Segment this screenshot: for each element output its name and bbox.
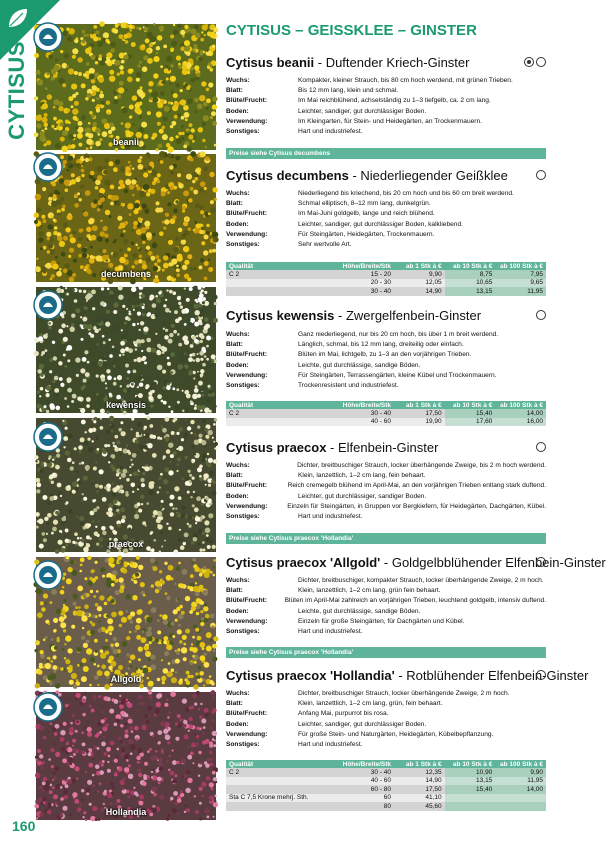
table-cell: [445, 794, 496, 803]
table-cell: 15,40: [445, 409, 496, 418]
price-table: [226, 262, 546, 296]
table-cell: [495, 794, 546, 803]
column-header: Qualität: [226, 401, 340, 409]
photo-hollandia: [36, 692, 216, 820]
table-cell: 8,75: [445, 270, 496, 279]
table-cell: C 2: [226, 409, 340, 418]
table-cell: 12,35: [394, 768, 445, 777]
table-row: [226, 785, 546, 794]
table-cell: 15,40: [445, 785, 496, 794]
table-row: [226, 768, 546, 777]
photo-caption: Allgold: [110, 674, 142, 684]
column-header: ab 10 Stk à €: [445, 262, 496, 270]
table-cell: 14,00: [495, 409, 546, 418]
column-header: ab 100 Stk à €: [495, 760, 546, 768]
photo-caption: praecox: [108, 539, 144, 549]
table-cell: C 2: [226, 270, 340, 279]
column-header: ab 100 Stk à €: [495, 262, 546, 270]
plant-title: Cytisus decumbens - Niederliegender Geißklee: [226, 168, 546, 183]
table-cell: [226, 802, 340, 811]
table-cell: Sta C 7,5 Krone mehrj. Sth.: [226, 794, 340, 803]
table-cell: 12,05: [394, 279, 445, 288]
quality-seal-icon: [33, 560, 63, 590]
table-cell: 17,50: [394, 409, 445, 418]
table-row: [226, 777, 546, 786]
table-cell: 9,90: [394, 270, 445, 279]
table-header-row: [226, 401, 546, 409]
table-cell: 40 - 60: [340, 418, 394, 427]
page-title: CYTISUS – GEISSKLEE – GINSTER: [226, 22, 477, 39]
column-header: Qualität: [226, 262, 340, 270]
table-cell: [226, 777, 340, 786]
table-cell: 30 - 40: [340, 287, 394, 296]
table-cell: 80: [340, 802, 394, 811]
photo-praecox: [36, 418, 216, 552]
table-cell: 40 - 60: [340, 777, 394, 786]
price-table: [226, 760, 546, 811]
plant-title: Cytisus praecox - Elfenbein-Ginster: [226, 440, 546, 455]
table-cell: 14,90: [394, 777, 445, 786]
table-cell: 13,15: [445, 287, 496, 296]
table-cell: 13,15: [445, 777, 496, 786]
table-header-row: [226, 760, 546, 768]
table-cell: 9,90: [495, 768, 546, 777]
plant-title: Cytisus praecox 'Allgold' - Goldgelbblühender Elfenbein-Ginster: [226, 555, 606, 570]
sun-icon: [536, 670, 546, 680]
photo-beanii: [36, 24, 216, 150]
table-cell: 7,95: [495, 270, 546, 279]
plant-properties: Wuchs: Kompakter, kleiner Strauch, bis 80 cm hoch werdend, mit grünen Trieben. Blatt: Bis 12 mm lang, klein und schmal. Blüte/Frucht: Im Mai reichblühend, achselständig zu 1–3 tiefgelb, ca. 2 cm lang. Boden: Leichter, sandiger, gut durchlässiger Boden. Verwendung: Im Kleingarten, für Stein- und Heidegärten, an Trockenmauern. Sonstiges: Hart und industriefest.: [226, 77, 513, 136]
quality-seal-icon: [33, 422, 63, 452]
table-cell: 9,65: [495, 279, 546, 288]
table-row: [226, 287, 546, 296]
table-cell: 16,00: [495, 418, 546, 427]
page-number: 160: [12, 818, 36, 834]
price-note: Preise siehe Cytisus praecox 'Hollandia': [226, 647, 546, 658]
table-cell: 17,60: [445, 418, 496, 427]
price-note: Preise siehe Cytisus decumbens: [226, 148, 546, 159]
plant-properties: Wuchs: Niederliegend bis kriechend, bis 20 cm hoch und bis 60 cm breit werdend. Blatt: Schmal elliptisch, 8–12 mm lang, dunkelgrün. Blüte/Frucht: Im Mai-Juni goldgelb, lange und reich blühend. Boden: Leichter, sandiger, gut durchlässiger Boden, kalkliebend. Verwendung: Für Steingärten, Heidegärten, Trockenmauern. Sonstiges: Sehr wertvolle Art.: [226, 190, 514, 249]
table-cell: [226, 279, 340, 288]
photo-caption: decumbens: [100, 269, 151, 279]
column-header: Höhe/Breite/Stk: [340, 401, 394, 409]
quality-seal-icon: [33, 290, 63, 320]
table-cell: C 2: [226, 768, 340, 777]
table-cell: [226, 785, 340, 794]
column-header: ab 100 Stk à €: [495, 401, 546, 409]
plant-title: Cytisus praecox 'Hollandia' - Rotblühender Elfenbein-Ginster: [226, 668, 589, 683]
plant-properties: Wuchs: Dichter, breitbuschiger Strauch, locker überhängende Zweige, bis 2 m hoch werdend. Blatt: Klein, lanzettlich, 1–2 cm lang, fein behaart. Blüte/Frucht: Reich cremegelb blühend im April-Mai, an den vorjährigen Trieben entlang stark duftend. Boden: Leichter, gut durchlässiger, sandiger Boden. Verwendung: Einzeln für Steingärten, in Gruppen vor Bergkiefern, für Heidegärten, Dachgärten, Kübel. Sonstiges: Hart und industriefest.: [226, 462, 546, 521]
table-cell: [226, 418, 340, 427]
price-table: [226, 401, 546, 426]
column-header: ab 1 Stk à €: [394, 401, 445, 409]
table-row: [226, 794, 546, 803]
table-row: [226, 418, 546, 427]
quality-seal-icon: [33, 22, 63, 52]
table-row: [226, 270, 546, 279]
table-cell: 19,90: [394, 418, 445, 427]
column-header: Höhe/Breite/Stk: [340, 262, 394, 270]
table-cell: 17,50: [394, 785, 445, 794]
half-shade-icon: [524, 57, 534, 67]
table-row: [226, 802, 546, 811]
column-header: ab 1 Stk à €: [394, 760, 445, 768]
photo-decumbens: [36, 154, 216, 282]
photo-caption: beanii: [112, 137, 139, 147]
table-cell: 41,10: [394, 794, 445, 803]
price-note: Preise siehe Cytisus praecox 'Hollandia': [226, 533, 546, 544]
table-row: [226, 279, 546, 288]
table-cell: 60: [340, 794, 394, 803]
table-cell: 30 - 40: [340, 768, 394, 777]
table-cell: 11,95: [495, 287, 546, 296]
table-cell: 60 - 80: [340, 785, 394, 794]
column-header: ab 1 Stk à €: [394, 262, 445, 270]
photo-kewensis: [36, 287, 216, 413]
quality-seal-icon: [33, 152, 63, 182]
table-cell: 10,65: [445, 279, 496, 288]
column-header: Qualität: [226, 760, 340, 768]
photo-caption: kewensis: [105, 400, 147, 410]
column-header: Höhe/Breite/Stk: [340, 760, 394, 768]
table-row: [226, 409, 546, 418]
sun-icon: [536, 442, 546, 452]
table-cell: 14,00: [495, 785, 546, 794]
table-cell: 15 - 20: [340, 270, 394, 279]
table-cell: [445, 802, 496, 811]
table-cell: 30 - 40: [340, 409, 394, 418]
plant-properties: Wuchs: Ganz niederliegend, nur bis 20 cm hoch, bis über 1 m breit werdend. Blatt: Länglich, schmal, bis 12 mm lang, dreiteilig oder einfach. Blüte/Frucht: Blüten im Mai, lichtgelb, zu 1–3 an den vorjährigen Trieben. Boden: Leichte, gut durchlässige, sandige Böden. Verwendung: Für Steingärten, Terrassengärten, kleine Kübel und Trockenmauern. Sonstiges: Trockenresistent und industriefest.: [226, 331, 499, 390]
sun-icon: [536, 57, 546, 67]
table-header-row: [226, 262, 546, 270]
table-cell: [226, 287, 340, 296]
photo-allgold: [36, 557, 216, 687]
plant-properties: Wuchs: Dichter, breitbuschiger, kompakter Strauch, locker überhängende Zweige, 2 m hoch. Blatt: Klein, lanzettlich, 1–2 cm lang, grün fein behaart. Blüte/Frucht: Blüten im April-Mai zahlreich an vorjährigen Trieben, leuchtend goldgelb, intensiv duftend. Boden: Leichte, gut durchlässige, sandige Böden. Verwendung: Einzeln für große Steingärten, für Dachgärten und Kübel. Sonstiges: Hart und industriefest.: [226, 577, 546, 636]
table-cell: 14,90: [394, 287, 445, 296]
column-header: ab 10 Stk à €: [445, 401, 496, 409]
sun-icon: [536, 310, 546, 320]
table-cell: [495, 802, 546, 811]
table-cell: 10,90: [445, 768, 496, 777]
sun-icon: [536, 170, 546, 180]
table-cell: 45,60: [394, 802, 445, 811]
table-cell: 20 - 30: [340, 279, 394, 288]
sun-icon: [536, 557, 546, 567]
plant-title: Cytisus kewensis - Zwergelfenbein-Ginster: [226, 308, 546, 323]
plant-properties: Wuchs: Dichter, breitbuschiger Strauch, locker überhängende Zweige, 2 m hoch. Blatt: Klein, lanzettlich, 1–2 cm lang, grün, fein behaart. Blüte/Frucht: Anfang Mai, purpurrot bis rosa. Boden: Leichter, sandiger, gut durchlässiger Boden. Verwendung: Für große Stein- und Naturgärten, Heidegärten, Kübelbepflanzung. Sonstiges: Hart und industriefest.: [226, 690, 510, 749]
side-title: CYTISUS: [4, 40, 29, 140]
plant-title: Cytisus beanii - Duftender Kriech-Ginster: [226, 55, 546, 70]
photo-caption: Hollandia: [105, 807, 147, 817]
quality-seal-icon: [33, 692, 63, 722]
table-cell: 11,95: [495, 777, 546, 786]
column-header: ab 10 Stk à €: [445, 760, 496, 768]
